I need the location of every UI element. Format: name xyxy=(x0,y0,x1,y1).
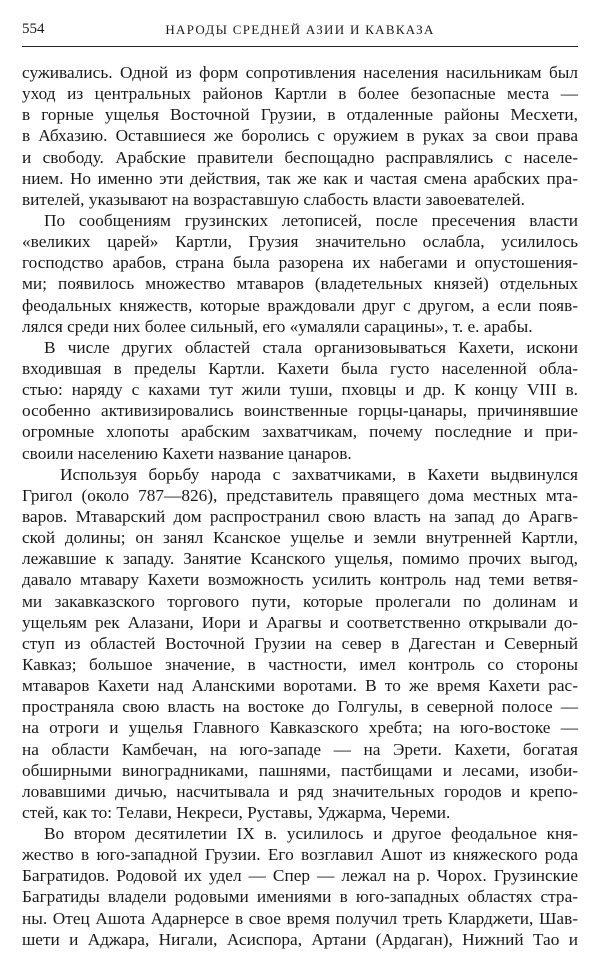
text-line: и свободу. Арабские правители беспощадно расправлялись с населе- xyxy=(22,147,578,167)
body-text xyxy=(22,62,578,950)
text-line: Используя борьбу народа с захватчиками, в Кахети выдвинулся xyxy=(60,464,578,484)
text-line: входившая в пределы Картли. Кахети была густо населенной обла- xyxy=(22,358,578,378)
text-line: мтаваров Кахети над Аланскими воротами. В то же время Кахети рас- xyxy=(22,676,578,696)
text-line: лежавшие к западу. Занятие Ксанского ущелья, помимо прочих выгод, xyxy=(22,549,578,569)
text-line: на отроги и ущелья Главного Кавказского хребта; на юго-востоке — xyxy=(22,718,578,738)
text-line: Во втором десятилетии IX в. усилилось и другое феодальное кня- xyxy=(44,824,578,844)
text-line: нием. Но именно эти действия, так же как и частая смена арабских пра- xyxy=(22,168,578,188)
running-title: НАРОДЫ СРЕДНЕЙ АЗИИ И КАВКАЗА xyxy=(165,22,435,37)
text-line: особенно активизировались воинственные горцы-цанары, причинявшие xyxy=(22,401,578,421)
text-line: шети и Аджара, Нигали, Асиспора, Артани (Ардаган), Нижний Тао и xyxy=(22,929,578,949)
text-line: обширными виноградниками, пашнями, пастбищами и лесами, изоби- xyxy=(22,760,578,780)
text-line: Кавказ; большое значение, в частности, имел контроль со стороны xyxy=(22,654,578,674)
text-line: жество в юго-западной Грузии. Его возглавил Ашот из княжеского рода xyxy=(22,845,578,865)
text-line: на области Камбечан, на юго-западе — на Эрети. Кахети, богатая xyxy=(22,739,578,759)
text-line: Багратидов. Родовой их удел — Спер — лежал на р. Чорох. Грузинские xyxy=(22,866,578,886)
running-header xyxy=(22,19,578,41)
text-line: ми; появилось множество мтаваров (владетельных князей) отдельных xyxy=(22,274,578,294)
header-rule xyxy=(22,46,578,47)
text-line: пространяла свою власть на востоке до Голгулы, в северной полосе — xyxy=(22,697,578,717)
text-line: в горные ущелья Восточной Грузии, в отдаленные районы Месхети, xyxy=(22,105,578,125)
paragraph xyxy=(22,210,578,337)
text-line: господство арабов, страна была разорена их набегами и опустошения- xyxy=(22,253,578,273)
text-line: уход из центральных районов Картли в более безопасные места — xyxy=(22,84,578,104)
paragraph xyxy=(22,337,578,464)
text-line: стью: наряду с кахами тут жили туши, пховцы и др. К концу VIII в. xyxy=(22,380,578,400)
text-line: вителей, указывают на возраставшую слабость власти завоевателей. xyxy=(22,189,525,209)
paragraph xyxy=(22,62,578,210)
text-line: ущельям рек Алазани, Иори и Арагвы и соответственно открывали до- xyxy=(22,612,578,632)
text-line: давало мтавару Кахети возможность усилить контроль над теми ветвя- xyxy=(22,570,578,590)
text-line: Багратиды владели родовыми имениями в юго-западных областях стра- xyxy=(22,887,578,907)
text-line: ловавшими дичью, насчитывала и ряд значительных городов и крепо- xyxy=(22,781,578,801)
text-line: суживались. Одной из форм сопротивления населения насильникам был xyxy=(22,63,578,82)
text-line: ской долины; он занял Ксанское ущелье и земли внутренней Картли, xyxy=(22,528,578,548)
text-line: огромные хлопоты арабским захватчикам, почему последние и при- xyxy=(22,422,578,442)
text-line: Григол (около 787—826), представитель правящего дома местных мта- xyxy=(22,485,578,505)
text-line: своили населению Кахети название цанаров. xyxy=(22,443,352,463)
text-line: «великих царей» Картли, Грузия значительно ослабла, усилилось xyxy=(22,232,578,252)
text-line: в Абхазию. Оставшиеся же боролись с оружием в руках за свои права xyxy=(22,126,578,146)
page-number: 554 xyxy=(22,21,45,37)
text-line: стей, как то: Телави, Некреси, Руставы, Уджарма, Череми. xyxy=(22,802,451,822)
text-line: варов. Мтаварский дом распространил свою власть на запад до Арагв- xyxy=(22,506,578,526)
text-line: По сообщениям грузинских летописей, после пресечения власти xyxy=(44,210,578,230)
text-line: ми закавказского торгового пути, которые пролегали по долинам и xyxy=(22,591,578,611)
text-line: феодальных княжеств, которые враждовали друг с другом, а если появ- xyxy=(22,295,578,315)
text-line: лялся среди них более сильный, его «умаляли сарацины», т. е. арабы. xyxy=(22,316,533,336)
text-line: В числе других областей стала организовываться Кахети, искони xyxy=(44,337,578,357)
text-line: ступ из областей Восточной Грузии на север в Дагестан и Северный xyxy=(22,633,578,653)
paragraph xyxy=(22,823,578,950)
paragraph xyxy=(22,464,578,823)
text-line: ны. Отец Ашота Адарнерсе в свое время получил треть Кларджети, Шав- xyxy=(22,908,578,928)
